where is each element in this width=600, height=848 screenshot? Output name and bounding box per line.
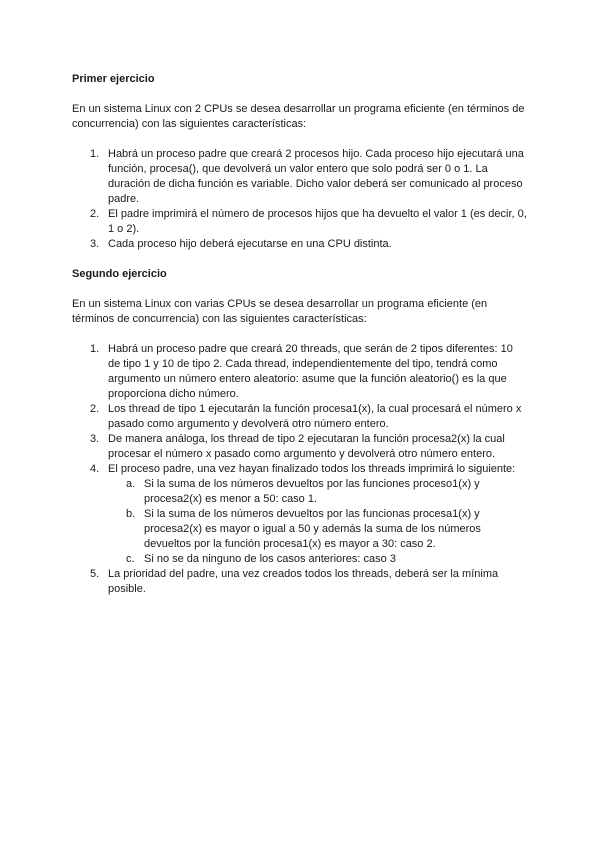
list-item: [72, 207, 528, 237]
list-item: [72, 402, 528, 432]
list-primer-ejercicio: [72, 147, 528, 252]
sublist-item-letter: c.: [126, 553, 135, 565]
list-item-number: 1.: [90, 148, 100, 160]
list-item: [72, 342, 528, 402]
sublist-item-text: Si la suma de los números devueltos por las funciones proceso1(x) y procesa2(x) es menor a 50: caso 1.: [144, 478, 480, 505]
list-item: [72, 147, 528, 207]
list-item-number: 5.: [90, 568, 100, 580]
sublist-item: [108, 507, 528, 552]
document-content: [72, 72, 528, 597]
sublist-item: [108, 552, 528, 567]
list-item-number: 4.: [90, 463, 100, 475]
list-item-number: 2.: [90, 403, 100, 415]
section-title-primer-ejercicio: Primer ejercicio: [72, 73, 155, 85]
sublist: [108, 477, 528, 567]
sublist-item: [108, 477, 528, 507]
list-item: [72, 567, 528, 597]
list-item-text: El proceso padre, una vez hayan finalizado todos los threads imprimirá lo siguiente:: [108, 463, 516, 475]
sublist-item-text: Si no se da ninguno de los casos anteriores: caso 3: [144, 553, 396, 565]
list-item-text: De manera análoga, los thread de tipo 2 ejecutaran la función procesa2(x) la cual procesar el número x pasado como argumento y devolverá otro número entero.: [108, 433, 505, 460]
section-intro-primer-ejercicio: En un sistema Linux con 2 CPUs se desea desarrollar un programa eficiente (en términos de concurrencia) con las siguientes características:: [72, 103, 525, 130]
sublist-item-letter: a.: [126, 478, 136, 490]
list-item: [72, 462, 528, 567]
list-segundo-ejercicio: [72, 342, 528, 597]
sublist-item-text: Si la suma de los números devueltos por las funcionas procesa1(x) y procesa2(x) es mayor o igual a 50 y además la suma de los números devueltos por la función procesa1(x) es mayor a 30: caso 2.: [144, 508, 481, 550]
list-item: [72, 237, 528, 252]
list-item-number: 3.: [90, 433, 100, 445]
list-item-text: La prioridad del padre, una vez creados todos los threads, deberá ser la mínima posible.: [108, 568, 499, 595]
list-item-text: Cada proceso hijo deberá ejecutarse en una CPU distinta.: [108, 238, 392, 250]
list-item-text: Los thread de tipo 1 ejecutarán la función procesa1(x), la cual procesará el número x pasado como argumento y devolverá otro número entero.: [108, 403, 522, 430]
section-intro-segundo-ejercicio: En un sistema Linux con varias CPUs se desea desarrollar un programa eficiente (en términos de concurrencia) con las siguientes características:: [72, 298, 488, 325]
list-item-number: 2.: [90, 208, 100, 220]
list-item-text: Habrá un proceso padre que creará 2 procesos hijo. Cada proceso hijo ejecutará una función, procesa(), que devolverá un valor entero que solo podrá ser 0 o 1. La duración de dicha función es variable. Dicho valor deberá ser comunicado al proceso padre.: [108, 148, 524, 205]
section-title-segundo-ejercicio: Segundo ejercicio: [72, 268, 167, 280]
sublist-item-letter: b.: [126, 508, 136, 520]
list-item-number: 1.: [90, 343, 100, 355]
list-item-text: El padre imprimirá el número de procesos hijos que ha devuelto el valor 1 (es decir, 0, 1 o 2).: [108, 208, 527, 235]
list-item-number: 3.: [90, 238, 100, 250]
list-item: [72, 432, 528, 462]
list-item-text: Habrá un proceso padre que creará 20 threads, que serán de 2 tipos diferentes: 10 de tipo 1 y 10 de tipo 2. Cada thread, independientemente del tipo, tendrá como argumento un número entero aleatorio: asume que la función aleatorio() es la que proporciona dicho número.: [108, 343, 513, 400]
